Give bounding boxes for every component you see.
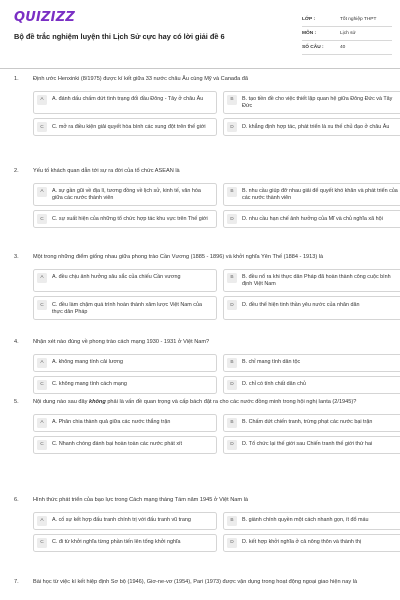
option-d[interactable] [223, 436, 400, 454]
question-2 [0, 168, 400, 254]
option-letter: A [37, 273, 47, 283]
option-text: B. đều nổ ra khi thực dân Pháp đã hoàn thành công cuộc bình định Việt Nam [242, 274, 391, 288]
option-c[interactable] [33, 436, 217, 454]
meta-row-subject [302, 27, 392, 41]
meta-label-count: SỐ CÂU : [302, 45, 324, 50]
question-text: Bài học từ việc kí kết hiệp định Sơ bộ (1946), Giơ-ne-vơ (1954), Pari (1973) được vận dụng trong hoạt động ngoại giao hiện nay là [33, 579, 358, 585]
option-letter: C [37, 214, 47, 224]
question-3 [0, 254, 400, 339]
option-a[interactable] [33, 354, 217, 372]
option-text: D. kết hợp khởi nghĩa ở cả nông thôn và thành thị [242, 539, 362, 546]
option-d[interactable] [223, 210, 400, 228]
question-text: Yếu tố khách quan dẫn tới sự ra đời của tổ chức ASEAN là [33, 168, 180, 174]
meta-value-count: 40 [340, 45, 346, 50]
option-letter: A [37, 187, 47, 197]
option-d[interactable] [223, 296, 400, 320]
answer-options [0, 269, 400, 320]
meta-row-count [302, 41, 392, 55]
option-text: C. Nhanh chóng đánh bại hoàn toàn các nước phát xít [52, 441, 183, 448]
option-text: B. Chấm dứt chiến tranh, trừng phạt các nước bại trận [242, 419, 373, 426]
option-text: D. chỉ có tính chất dân chủ [242, 381, 306, 388]
option-text: B. chỉ mang tính dân tộc [242, 359, 301, 366]
meta-value-class: Tốt nghiệp THPT [340, 17, 377, 22]
answer-options [0, 91, 400, 137]
answer-options [0, 354, 400, 394]
question-text: Nội dung nào sau đây không phải là vấn đề quan trọng và cấp bách đặt ra cho các nước đồng minh trong hội nghị Ianta (2/1945)? [33, 399, 357, 405]
option-a[interactable] [33, 512, 217, 530]
question-number: 4. [14, 339, 19, 345]
question-number: 3. [14, 254, 19, 260]
option-letter: C [37, 300, 47, 310]
option-text: D. khẳng định hợp tác, phát triển là xu thế chủ đạo ở châu Âu [242, 123, 390, 130]
option-letter: A [37, 516, 47, 526]
option-text: C. sự xuất hiện của những tổ chức hợp tác khu vực trên Thế giới [52, 215, 208, 222]
option-letter: B [227, 418, 237, 428]
option-text: C. đều làm chậm quá trình hoàn thành xâm lược Việt Nam của thực dân Pháp [52, 301, 202, 315]
option-text: B. giành chính quyền một cách nhanh gọn, ít đổ máu [242, 517, 369, 524]
question-number: 6. [14, 497, 19, 503]
option-text: A. cố sự kết hợp đấu tranh chính trị với đấu tranh vũ trang [52, 517, 191, 524]
question-1 [0, 76, 400, 168]
answer-options [0, 414, 400, 454]
option-d[interactable] [223, 376, 400, 394]
option-letter: B [227, 187, 237, 197]
option-letter: D [227, 214, 237, 224]
option-text: C. mở ra điều kiện giải quyết hòa bình các xung đột trên thế giới [52, 123, 206, 130]
option-text: A. đánh dấu chấm dứt tình trạng đối đầu Đông - Tây ở châu Âu [52, 96, 204, 103]
meta-label-class: LỚP : [302, 17, 316, 22]
option-a[interactable] [33, 414, 217, 432]
option-letter: B [227, 358, 237, 368]
option-text: C. không mang tính cách mạng [52, 381, 127, 388]
option-a[interactable] [33, 269, 217, 293]
option-a[interactable] [33, 183, 217, 207]
question-4 [0, 339, 400, 399]
question-list [0, 76, 400, 587]
question-4-head [0, 339, 400, 347]
question-number: 1. [14, 76, 19, 82]
option-letter: C [37, 440, 47, 450]
option-letter: C [37, 538, 47, 548]
option-b[interactable] [223, 269, 400, 293]
option-text: D. nhu cầu hạn chế ảnh hưởng của Mĩ và chủ nghĩa xã hội [242, 215, 383, 222]
question-text: Định ước Henxinki (8/1975) được kí kết giữa 33 nước châu Âu cùng Mỹ và Canađa đã [33, 76, 249, 82]
question-3-head [0, 254, 400, 262]
option-a[interactable] [33, 91, 217, 115]
meta-label-subject: MÔN : [302, 31, 317, 36]
option-letter: D [227, 380, 237, 390]
option-letter: B [227, 516, 237, 526]
option-text: D. Tổ chức lại thế giới sau Chiến tranh thế giới thứ hai [242, 441, 373, 448]
option-b[interactable] [223, 354, 400, 372]
option-c[interactable] [33, 534, 217, 552]
question-5 [0, 399, 400, 497]
option-text: A. không mang tính cải lương [52, 359, 123, 366]
option-text: D. đều thể hiện tinh thần yêu nước của nhân dân [242, 301, 360, 308]
option-b[interactable] [223, 183, 400, 207]
option-letter: D [227, 538, 237, 548]
option-letter: B [227, 95, 237, 105]
option-letter: D [227, 300, 237, 310]
question-text: Nhận xét nào đúng về phong trào cách mạng 1930 - 1931 ở Việt Nam? [33, 339, 210, 345]
answer-options [0, 183, 400, 229]
question-5-head [0, 399, 400, 407]
option-text: A. đều chịu ảnh hưởng sâu sắc của chiếu Cần vương [52, 274, 181, 281]
header-divider [0, 68, 400, 69]
answer-options [0, 512, 400, 552]
option-text: B. nhu cầu giúp đỡ nhau giải để quyết khó khăn và phát triển của các nước thành viên [242, 188, 398, 202]
question-1-head [0, 76, 400, 84]
question-number: 5. [14, 399, 19, 405]
option-text: A. sự gần gũi về địa lí, tương đồng về lịch sử, kinh tế, văn hóa giữa các nước thành viên [52, 188, 201, 202]
option-letter: D [227, 440, 237, 450]
question-text: Hình thức phát triển của bạo lực trong Cách mạng tháng Tám năm 1945 ở Việt Nam là [33, 497, 248, 503]
option-d[interactable] [223, 118, 400, 136]
emphasis-text: không [88, 399, 106, 405]
option-letter: A [37, 358, 47, 368]
option-letter: A [37, 418, 47, 428]
question-2-head [0, 168, 400, 176]
option-c[interactable] [33, 210, 217, 228]
question-6-head [0, 497, 400, 505]
meta-row-class [302, 13, 392, 27]
option-b[interactable] [223, 512, 400, 530]
option-text: C. đi từ khởi nghĩa từng phần tiến lên tổng khởi nghĩa [52, 539, 181, 546]
option-text: B. tạo tiền đề cho việc thiết lập quan hệ giữa Đông Đức và Tây Đức [242, 96, 393, 110]
option-d[interactable] [223, 534, 400, 552]
question-7 [0, 579, 400, 587]
page-header [0, 0, 400, 62]
option-letter: A [37, 95, 47, 105]
question-number: 7. [14, 579, 19, 585]
option-c[interactable] [33, 118, 217, 136]
option-letter: B [227, 273, 237, 283]
option-letter: C [37, 380, 47, 390]
option-b[interactable] [223, 414, 400, 432]
document-meta [302, 13, 392, 55]
option-c[interactable] [33, 376, 217, 394]
option-text: A. Phân chia thành quả giữa các nước thắng trận [52, 419, 171, 426]
meta-value-subject: Lịch sử [340, 31, 356, 36]
question-6 [0, 497, 400, 579]
quizizz-logo: QUIZIZZ [14, 10, 75, 25]
option-letter: C [37, 122, 47, 132]
option-b[interactable] [223, 91, 400, 115]
document-title: Bộ đề trắc nghiệm luyện thi Lịch Sử cực hay có lời giải đề 6 [14, 32, 225, 41]
question-text: Một trong những điểm giống nhau giữa phong trào Cần Vương (1885 - 1896) và khởi nghĩa Yên Thế (1884 - 1913) là [33, 254, 324, 260]
question-7-head [0, 579, 400, 587]
option-letter: D [227, 122, 237, 132]
option-c[interactable] [33, 296, 217, 320]
question-number: 2. [14, 168, 19, 174]
